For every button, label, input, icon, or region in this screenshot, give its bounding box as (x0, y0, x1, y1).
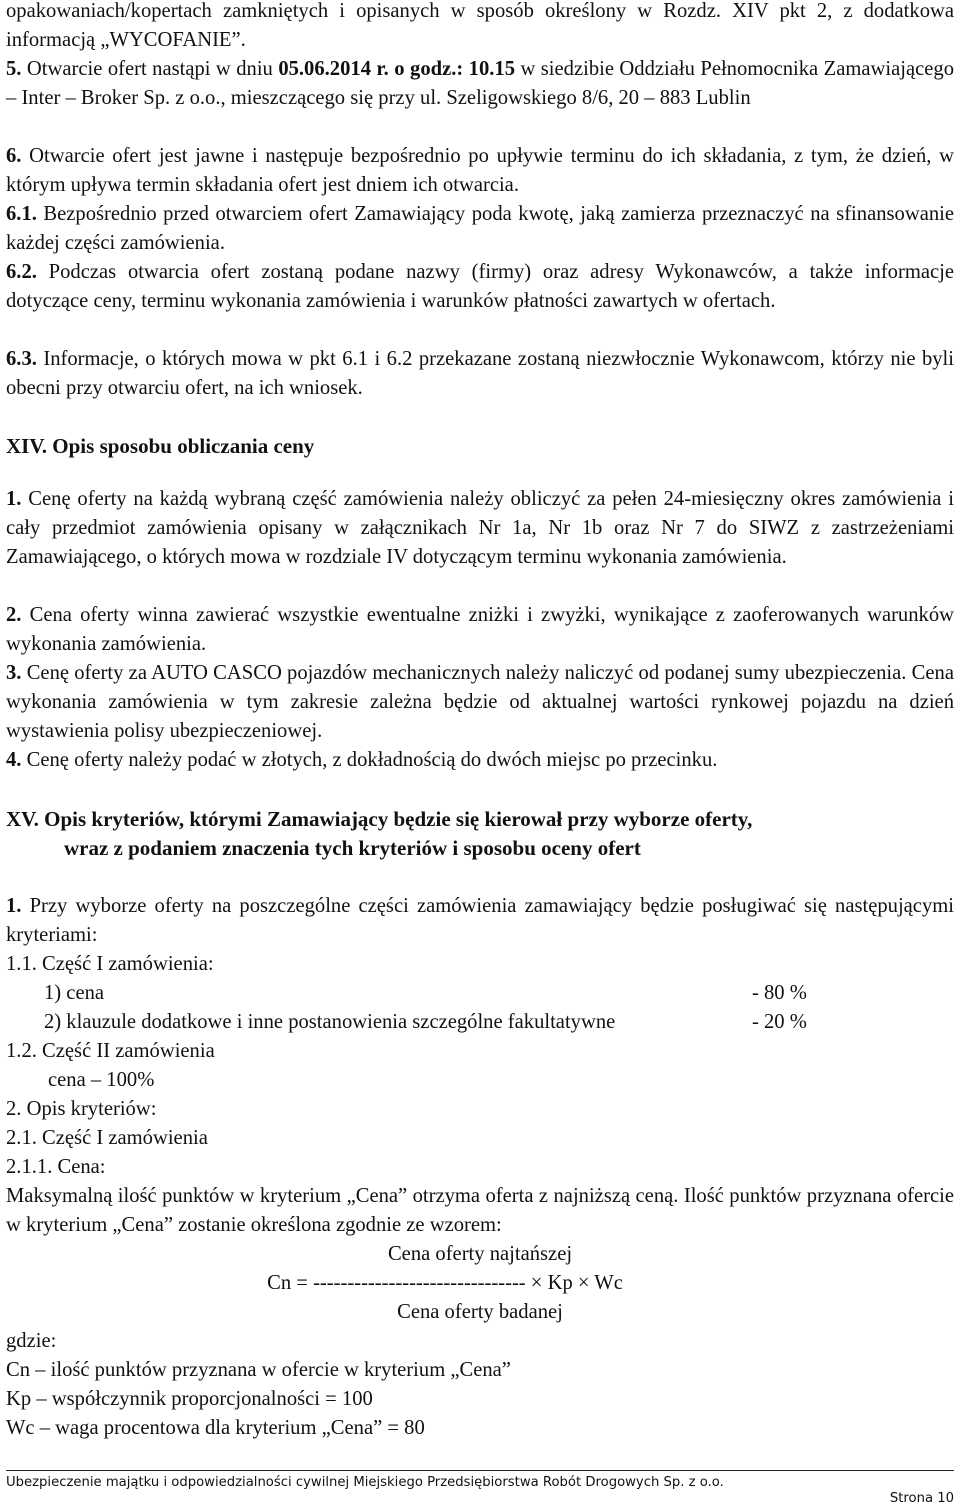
point-number: 6.1. (6, 203, 37, 225)
page-number: Strona 10 (889, 1491, 954, 1506)
footer-title: Ubezpieczenie majątku i odpowiedzialności cywilnej Miejskiego Przedsiębiorstwa Robót Drogowych Sp. z o.o. (6, 1475, 724, 1490)
criteria-part-1-description: 2.1. Część I zamówienia (6, 1127, 208, 1149)
paragraph-text: Cenę oferty należy podać w złotych, z dokładnością do dwóch miejsc po przecinku. (21, 749, 718, 771)
criterion-part-2-price: cena – 100% (48, 1069, 155, 1091)
paragraph-text: Cenę oferty na każdą wybraną część zamówienia należy obliczyć za pełen 24-miesięczny okres zamówienia i cały przedmiot zamówienia opisany w załącznikach Nr 1a, Nr 1b oraz Nr 7 do SIWZ z zastrzeżeniami Zamawiającego, o których mowa w rozdziale IV dotyczącym terminu wykonania zamówienia. (6, 488, 954, 568)
point-number: 3. (6, 662, 22, 684)
paragraph-text: Maksymalną ilość punktów w kryterium „Cena” otrzyma oferta z najniższą ceną. Ilość punktów przyznana ofercie w kryterium „Cena” zostanie określona zgodnie ze wzorem: (6, 1185, 954, 1236)
point-number: 1. (6, 488, 22, 510)
point-number: 6.2. (6, 261, 37, 283)
paragraph-text: Cena oferty winna zawierać wszystkie ewentualne zniżki i zwyżki, wynikające z zaoferowanych warunków wykonania zamówienia. (6, 604, 954, 655)
criterion-price-label: 1) cena (44, 982, 105, 1004)
paragraph-withdrawal (6, 0, 954, 55)
criterion-clauses-label: 2) klauzule dodatkowe i inne postanowienia szczególne fakultatywne (44, 1011, 616, 1033)
section-heading-xiv: XIV. Opis sposobu obliczania ceny (6, 434, 315, 458)
point-number: 5. (6, 58, 22, 80)
paragraph-6-2 (6, 258, 954, 316)
paragraph-xiv-4 (6, 746, 954, 775)
definition-cn: Cn – ilość punktów przyznana w ofercie w kryterium „Cena” (6, 1359, 511, 1381)
point-number: 4. (6, 749, 22, 771)
point-number: 2. (6, 604, 22, 626)
point-number: 1. (6, 895, 22, 917)
footer-divider (6, 1470, 954, 1471)
paragraph-xiv-1 (6, 485, 954, 572)
paragraph-5 (6, 55, 954, 113)
criterion-price-heading: 2.1.1. Cena: (6, 1156, 106, 1178)
definitions-heading: gdzie: (6, 1330, 57, 1352)
paragraph-text: Bezpośrednio przed otwarciem ofert Zamawiający poda kwotę, jaką zamierza przeznaczyć na sfinansowanie każdej części zamówienia. (6, 203, 954, 254)
paragraph-6-3 (6, 345, 954, 403)
paragraph-text: Otwarcie ofert nastąpi w dniu (21, 58, 279, 80)
criteria-part-2-label: 1.2. Część II zamówienia (6, 1040, 215, 1062)
section-heading-xv-line2: wraz z podaniem znaczenia tych kryteriów i sposobu oceny ofert (64, 836, 641, 860)
paragraph-price-description (6, 1182, 954, 1240)
definition-wc: Wc – waga procentowa dla kryterium „Cena” = 80 (6, 1417, 425, 1439)
formula-main: Cn = ------------------------------- × Kp × Wc (267, 1272, 623, 1294)
paragraph-text: w siedzibie Oddziału Pełnomocnika Zamawiającego – Inter – Broker Sp. z o.o., mieszczącego się przy ul. Szeligowskiego 8/6, 20 – 883 Lublin (6, 58, 954, 109)
paragraph-text: opakowaniach/kopertach zamkniętych i opisanych w sposób określony w Rozdz. XIV pkt 2, z dodatkowa informacją „WYCOFANIE”. (6, 0, 954, 51)
paragraph-xiv-2 (6, 601, 954, 659)
paragraph-6 (6, 142, 954, 200)
paragraph-text: Cenę oferty za AUTO CASCO pojazdów mechanicznych należy naliczyć od podanej sumy ubezpieczenia. Cena wykonania zamówienia w tym zakresie zależna będzie od aktualnej wartości rynkowej pojazdu na dzień wystawienia polisy ubezpieczeniowej. (6, 662, 954, 742)
criteria-part-1-label: 1.1. Część I zamówienia: (6, 953, 214, 975)
formula-numerator: Cena oferty najtańszej (387, 1243, 573, 1265)
point-number: 6.3. (6, 348, 37, 370)
criterion-clauses-weight: - 20 % (752, 1011, 807, 1033)
paragraph-xiv-3 (6, 659, 954, 746)
formula-denominator: Cena oferty badanej (397, 1301, 563, 1323)
paragraph-text: Otwarcie ofert jest jawne i następuje bezpośrednio po upływie terminu do ich składania, z tym, że dzień, w którym upływa termin składania ofert jest dniem ich otwarcia. (6, 145, 954, 196)
criterion-price-weight: - 80 % (752, 982, 807, 1004)
opening-date: 05.06.2014 r. o godz.: 10.15 (278, 58, 516, 80)
criteria-description-heading: 2. Opis kryteriów: (6, 1098, 157, 1120)
paragraph-xv-1 (6, 892, 954, 950)
paragraph-text: Informacje, o których mowa w pkt 6.1 i 6.2 przekazane zostaną niezwłocznie Wykonawcom, którzy nie byli obecni przy otwarciu ofert, na ich wniosek. (6, 348, 954, 399)
definition-kp: Kp – współczynnik proporcjonalności = 100 (6, 1388, 373, 1410)
point-number: 6. (6, 145, 22, 167)
section-heading-xv-line1: XV. Opis kryteriów, którymi Zamawiający będzie się kierował przy wyborze oferty, (6, 807, 753, 831)
paragraph-text: Przy wyborze oferty na poszczególne części zamówienia zamawiający będzie posługiwać się następującymi kryteriami: (6, 895, 954, 946)
paragraph-6-1 (6, 200, 954, 258)
paragraph-text: Podczas otwarcia ofert zostaną podane nazwy (firmy) oraz adresy Wykonawców, a także informacje dotyczące ceny, terminu wykonania zamówienia i warunków płatności zawartych w ofertach. (6, 261, 954, 312)
